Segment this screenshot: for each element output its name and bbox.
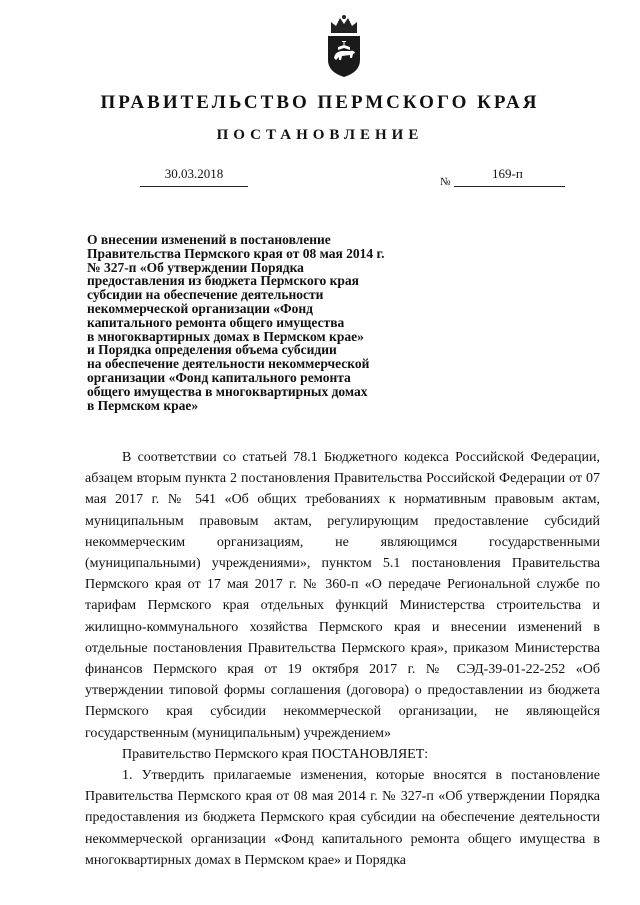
document-body <box>85 447 600 871</box>
coat-of-arms-icon <box>325 14 363 78</box>
subject-line: О внесении изменений в постановление <box>87 232 331 247</box>
date-field <box>140 166 248 187</box>
clause-paragraph: 1. Утвердить прилагаемые изменения, которые вносятся в постановление Правительства Пермского края от 08 мая 2014 г. № 327-п «Об утверждении Порядка предоставления из бюджета Пермского края субсидии на обеспечение деятельности некоммерческой организации «Фонд капитального ремонта общего имущества в многоквартирных домах в Пермском крае» и Порядка <box>85 768 600 868</box>
subject-line: организации «Фонд капитального ремонта <box>87 369 351 385</box>
resolution-paragraph: Правительство Пермского края ПОСТАНОВЛЯЕТ: <box>122 746 429 762</box>
subject-line: капитального ремонта общего имущества <box>87 314 345 330</box>
number-field <box>440 166 565 187</box>
subject-line: некоммерческой организации «Фонд <box>87 300 313 316</box>
document-date: 30.03.2018 <box>164 166 224 181</box>
subject-line: общего имущества в многоквартирных домах <box>87 383 368 399</box>
document-number: 169-п <box>492 166 523 181</box>
subject-line: и Порядка определения объема субсидии <box>87 342 337 358</box>
subject-line: в Пермском крае» <box>87 397 199 413</box>
document-subject <box>87 233 447 412</box>
date-underline <box>140 186 248 187</box>
subject-line: предоставления из бюджета Пермского края <box>87 273 359 289</box>
number-underline <box>454 186 565 187</box>
subject-line: на обеспечение деятельности некоммерческой <box>87 356 370 372</box>
government-title: ПРАВИТЕЛЬСТВО ПЕРМСКОГО КРАЯ <box>100 92 540 113</box>
preamble-paragraph: В соответствии со статьей 78.1 Бюджетного кодекса Российской Федерации, абзацем вторым пункта 2 постановления Правительства Российской Федерации от 07 мая 2017 г. № 541 «Об общих требованиях к нормативным правовым актам, муниципальным правовым актам, регулирующим предоставление субсидий некоммерческим организациям, не являющимся государственными (муниципальными) учреждениями», пунктом 5.1 постановления Правительства Пермского края от 17 мая 2017 г. № 360-п «О передаче Региональной службе по тарифам Пермского края отдельных функций Министерства строительства и жилищно-коммунального хозяйства Пермского края и внесении изменений в отдельные постановления Правительства Пермского края», приказом Министерства финансов Пермского края от 19 октября 2017 г. № СЭД-39-01-22-252 «Об утверждении типовой формы соглашения (договора) о предоставлении из бюджета Пермского края субсидии некоммерческой организации, не являющейся государственным (муниципальным) учреждением» <box>85 450 600 741</box>
subject-line: Правительства Пермского края от 08 мая 2014 г. <box>87 245 385 261</box>
subject-line: субсидии на обеспечение деятельности <box>87 287 324 303</box>
document-type: ПОСТАНОВЛЕНИЕ <box>216 127 424 143</box>
subject-line: № 327-п «Об утверждении Порядка <box>87 259 304 275</box>
number-sign: № <box>440 176 451 188</box>
subject-line: в многоквартирных домах в Пермском крае» <box>87 328 364 344</box>
